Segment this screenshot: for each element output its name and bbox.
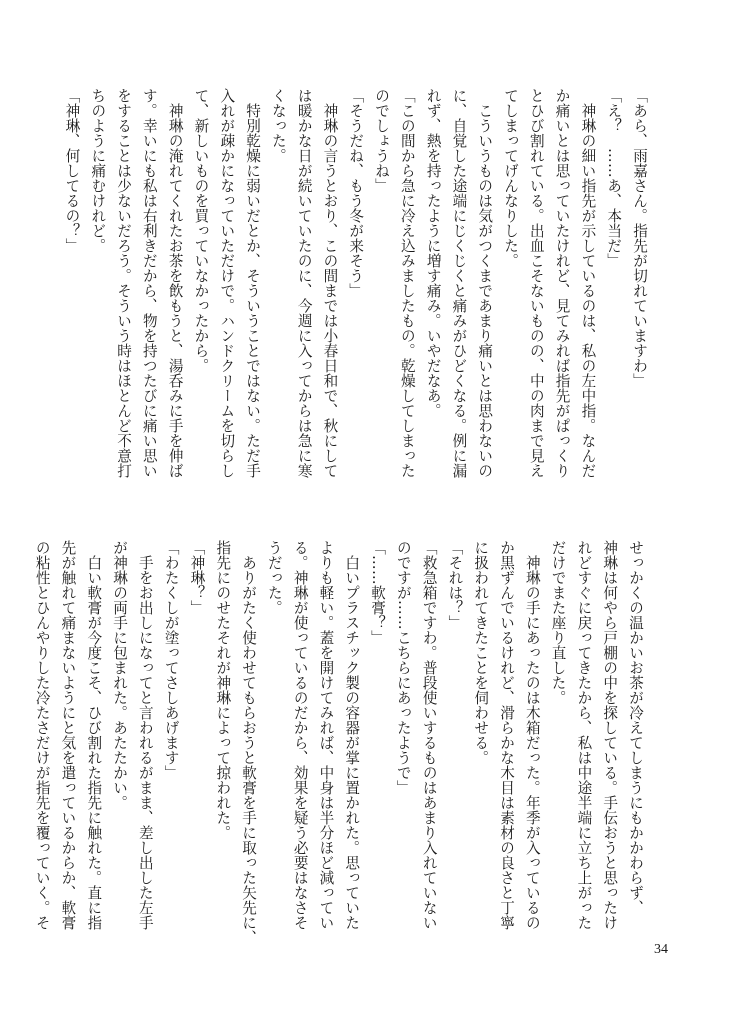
text-line: うだった。 (265, 540, 283, 615)
text-line: 「あら、雨嘉さん。指先が切れていますわ」 (631, 88, 648, 388)
text-line: 「……軟膏？」 (369, 540, 387, 645)
text-line: よりも軽い。蓋を開けてみれば、中身は半分ほど減ってい (317, 540, 335, 930)
text-line: のでしょうね」 (373, 88, 391, 193)
text-line: 「わたくしが塗ってさしあげます」 (162, 540, 180, 780)
lower-text-block (33, 540, 648, 945)
text-line: とひび割れている。出血こそないものの、中の肉まで見え (527, 88, 545, 478)
page-number: 34 (654, 942, 668, 957)
text-line: か痛いとは思っていたけれど、見てみれば指先がぱっくり (553, 88, 571, 478)
text-line: 手をお出しになってと言われるがまま、差し出した左手 (136, 540, 154, 930)
text-line: 入れが疎かになっていただけで。ハンドクリームを切らし (218, 88, 236, 478)
text-line: は暖かな日が続いていたのに、今週に入ってからは急に寒 (295, 88, 313, 478)
text-line: 神琳の言うとおり、この間までは小春日和で、秋にして (321, 88, 339, 478)
text-line: せっかくの温かいお茶が冷えてしまうにもかかわらず、 (627, 540, 644, 915)
text-line: が神琳の両手に包まれた。あたたかい。 (111, 540, 129, 810)
text-line: こういうものは気がつくまであまり痛いとは思わないの (476, 88, 494, 478)
text-line: のですが……こちらにあったようで」 (394, 540, 412, 795)
text-line: をすることは少ないだろう。そういう時はほとんど不意打 (115, 88, 133, 478)
text-line: 「神琳、何してるの？」 (63, 88, 81, 253)
text-line: 「それは？」 (446, 540, 464, 630)
upper-text-block (63, 88, 652, 486)
text-line: す。幸いにも私は右利きだから、物を持つたびに痛い思い (140, 88, 158, 478)
text-line: てしまってげんなりした。 (502, 88, 520, 268)
text-line: 神琳は何やら戸棚の中を探している。手伝おうと思ったけ (601, 540, 619, 930)
text-line: くなった。 (269, 88, 287, 163)
text-line: に扱われてきたことを伺わせる。 (472, 540, 490, 765)
text-line: ありがたく使わせてもらおうと軟膏を手に取った矢先に、 (240, 540, 258, 945)
text-line: 「救急箱ですわ。普段使いするものはあまり入れていない (420, 540, 438, 930)
text-line: れず、熱を持ったように増す痛み。いやだなあ。 (424, 88, 442, 418)
text-line: 神琳の細い指先が示しているのは、私の左中指。なんだ (579, 88, 597, 478)
text-line: れどすぐに戻ってきたから、私は中途半端に立ち上がった (575, 540, 593, 930)
text-line: 特別乾燥に弱いだとか、そういうことではない。ただ手 (244, 88, 262, 478)
text-line: 「この間から急に冷え込みましたもの。乾燥してしまった (398, 88, 416, 478)
text-line: 「え？ ……あ、本当だ」 (605, 88, 623, 268)
text-line: 先が触れて痛まないようにと気を遣っているからか、軟膏 (59, 540, 77, 930)
text-line: 白い軟膏が今度こそ、ひび割れた指先に触れた。直に指 (85, 540, 103, 930)
text-line: に、自覚した途端にじくじくと痛みがひどくなる。例に漏 (450, 88, 468, 478)
text-line: の粘性とひんやりした冷たさだけが指先を覆っていく。そ (33, 540, 51, 930)
text-line: 神琳の手にあったのは木箱だった。年季が入っているの (523, 540, 541, 930)
text-line: 神琳の淹れてくれたお茶を飲もうと、湯呑みに手を伸ば (166, 88, 184, 478)
text-line: る。神琳が使っているのだから、効果を疑う必要はなさそ (291, 540, 309, 930)
text-line: 指先にのせたそれが神琳によって掠われた。 (214, 540, 232, 840)
text-line: 「神琳？」 (188, 540, 206, 615)
text-line: 「そうだね、もう冬が来そう」 (347, 88, 365, 298)
text-line: 白いプラスチック製の容器が掌に置かれた。思っていた (343, 540, 361, 930)
text-line: か黒ずんでいるけれど、滑らかな木目は素材の良さと丁寧 (498, 540, 516, 930)
text-line: だけでまた座り直した。 (549, 540, 567, 705)
text-line: ちのように痛むけれど。 (89, 88, 107, 253)
text-line: て、新しいものを買っていなかったから。 (192, 88, 210, 373)
